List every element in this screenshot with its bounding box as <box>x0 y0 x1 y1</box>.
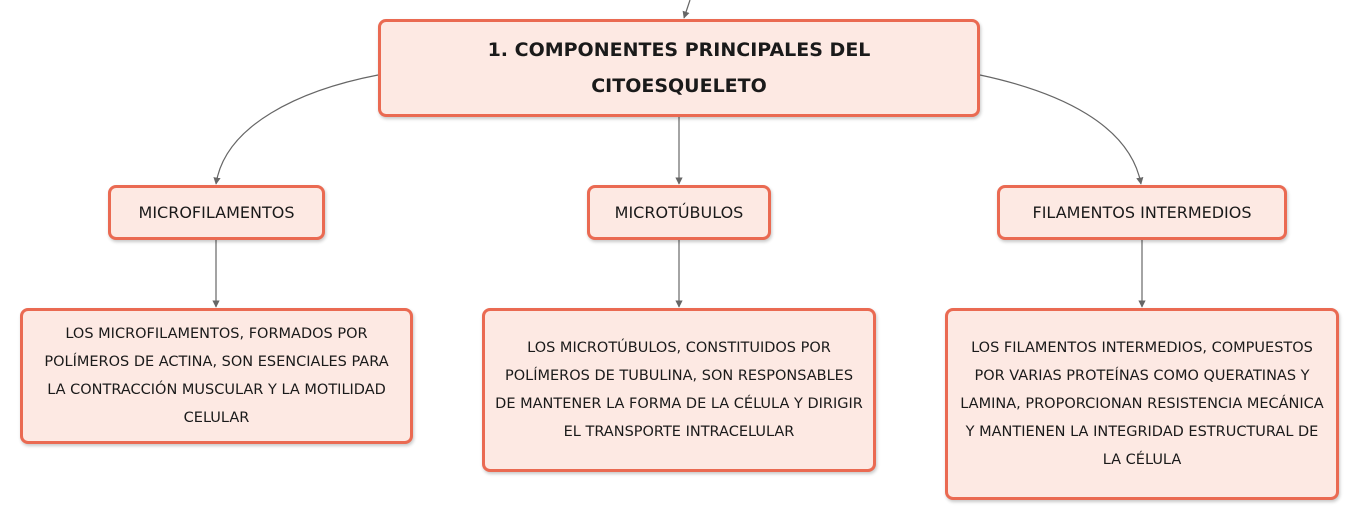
root-topic-node[interactable] <box>378 19 980 117</box>
branch-label-microtubulos: MICROTÚBULOS <box>614 203 744 222</box>
branch-node-filamentos-intermedios[interactable] <box>997 185 1287 240</box>
connector-root-to-filamentos-intermedios <box>980 75 1141 184</box>
connector-root-to-microfilamentos <box>216 75 378 184</box>
branch-label-microfilamentos: MICROFILAMENTOS <box>138 203 295 222</box>
branch-label-filamentos-intermedios: FILAMENTOS INTERMEDIOS <box>1032 203 1252 222</box>
branch-node-microtubulos[interactable] <box>587 185 771 240</box>
detail-node-microfilamentos[interactable] <box>20 308 413 444</box>
detail-text-filamentos-intermedios: LOS FILAMENTOS INTERMEDIOS, COMPUESTOS POR VARIAS PROTEÍNAS COMO QUERATINAS Y LAMINA, PROPORCIONAN RESISTENCIA MECÁNICA Y MANTIENEN LA INTEGRIDAD ESTRUCTURAL DE LA CÉLULA <box>960 340 1324 468</box>
detail-text-microtubulos: LOS MICROTÚBULOS, CONSTITUIDOS POR POLÍMEROS DE TUBULINA, SON RESPONSABLES DE MANTENER LA FORMA DE LA CÉLULA Y DIRIGIR EL TRANSPORTE INTRACELULAR <box>495 340 863 440</box>
incoming-connector <box>684 0 690 18</box>
detail-text-microfilamentos: LOS MICROFILAMENTOS, FORMADOS POR POLÍMEROS DE ACTINA, SON ESENCIALES PARA LA CONTRACCIÓN MUSCULAR Y LA MOTILIDAD CELULAR <box>44 326 389 426</box>
detail-node-filamentos-intermedios[interactable] <box>945 308 1339 500</box>
branch-node-microfilamentos[interactable] <box>108 185 325 240</box>
root-topic-title: 1. COMPONENTES PRINCIPALES DEL CITOESQUELETO <box>487 39 871 97</box>
detail-node-microtubulos[interactable] <box>482 308 876 472</box>
